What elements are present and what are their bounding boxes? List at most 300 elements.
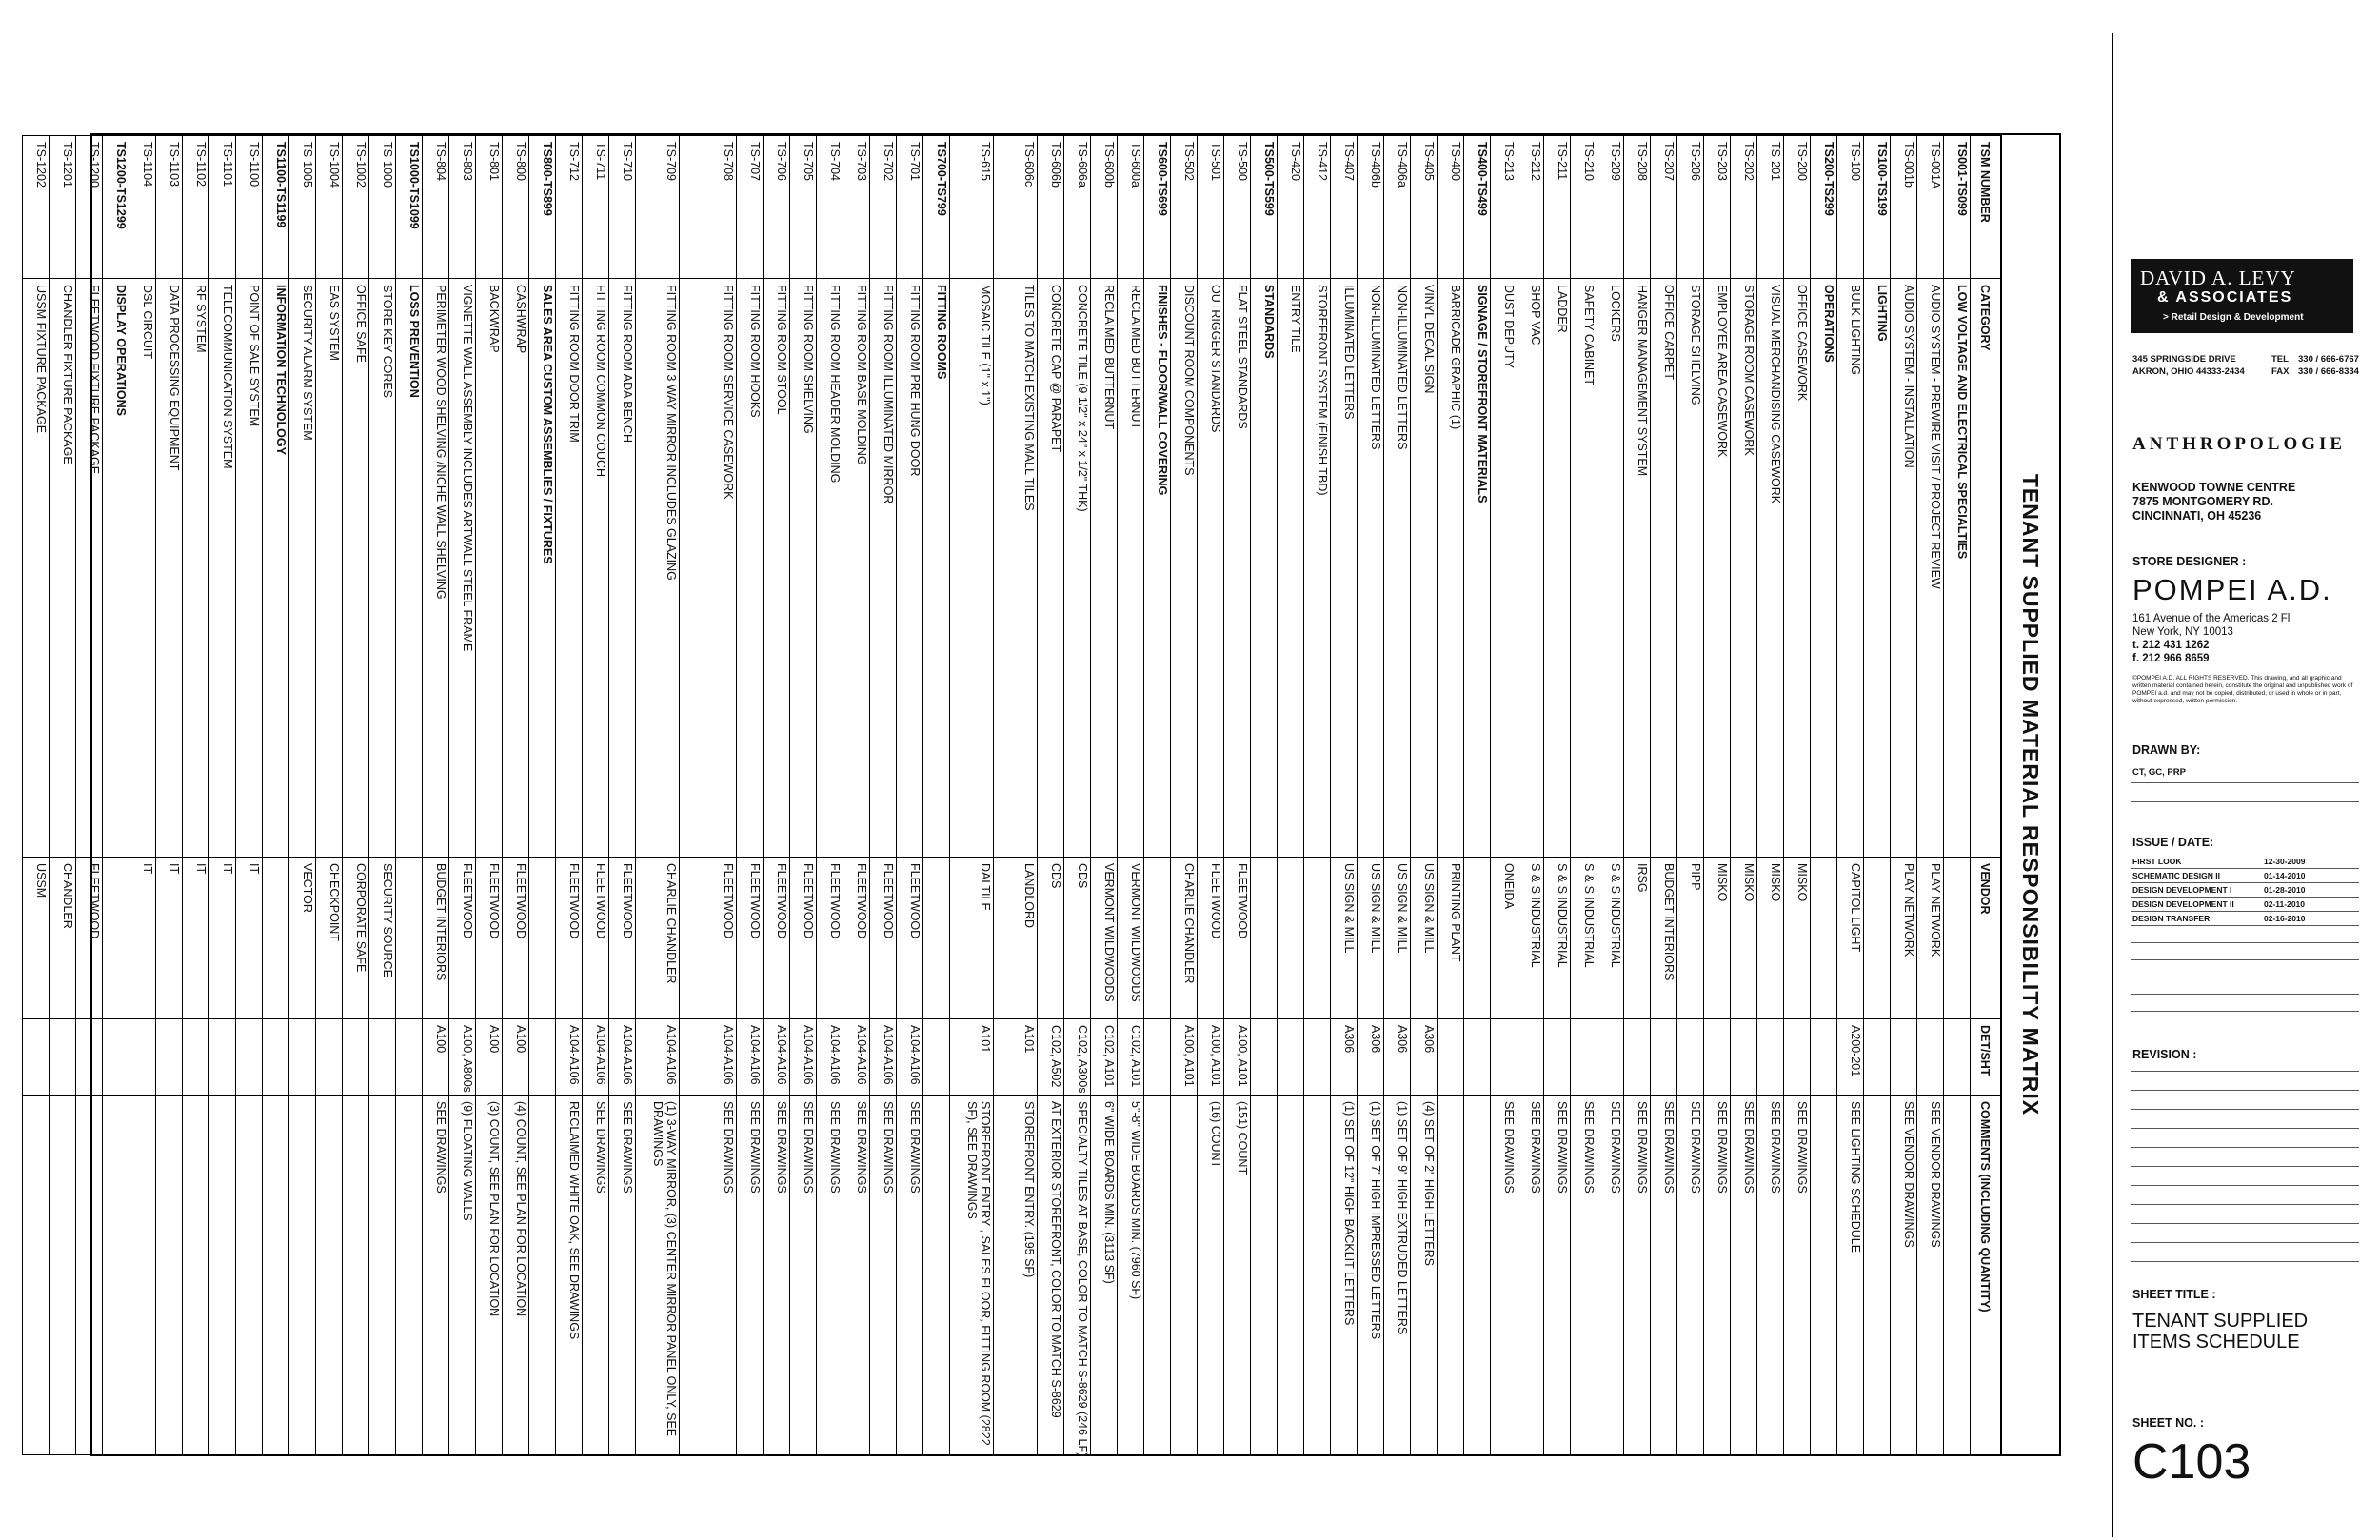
category-cell: AUDIO SYSTEM - INSTALLATION xyxy=(1891,279,1917,858)
det-sht-cell xyxy=(1251,1019,1278,1096)
vendor-cell xyxy=(1251,858,1278,1019)
det-sht-cell: A306 xyxy=(1331,1019,1358,1096)
schedule-table-frame xyxy=(34,133,2061,1457)
tsm-number-cell: TS-800 xyxy=(503,136,529,279)
comments-cell: (1) SET OF 12" HIGH BACKLIT LETTERS xyxy=(1331,1096,1358,1455)
title-block xyxy=(2121,0,2380,1540)
divider-line xyxy=(2131,1071,2359,1072)
vendor-cell: FLEETWOOD xyxy=(1198,858,1224,1019)
table-row xyxy=(449,136,476,1455)
vendor-cell: FLEETWOOD xyxy=(843,858,870,1019)
comments-cell xyxy=(396,1096,423,1455)
issue-date: 01-28-2010 xyxy=(2264,885,2306,895)
comments-cell: STOREFRONT ENTRY. (195 SF) xyxy=(994,1096,1038,1455)
vendor-cell: VERMONT WILDWOODS xyxy=(1091,858,1118,1019)
category-cell: FITTING ROOM 3 WAY MIRROR INCLUDES GLAZING xyxy=(636,279,680,858)
vendor-cell: FLEETWOOD xyxy=(817,858,843,1019)
issue-name: DESIGN DEVELOPMENT I xyxy=(2132,885,2232,895)
tsm-number-cell: TS-207 xyxy=(1651,136,1677,279)
det-sht-cell: A104-A106 xyxy=(843,1019,870,1096)
vendor-cell: FLEETWOOD xyxy=(476,858,503,1019)
table-row xyxy=(1651,136,1677,1455)
divider-line xyxy=(2131,897,2359,898)
comments-cell: SEE DRAWINGS xyxy=(737,1096,764,1455)
firm-tel-label: TEL xyxy=(2271,354,2289,365)
comments-cell: SEE DRAWINGS xyxy=(1757,1096,1784,1455)
vendor-cell xyxy=(1464,858,1491,1019)
det-sht-cell xyxy=(1144,1019,1171,1096)
vendor-cell: IT xyxy=(209,858,236,1019)
det-sht-cell: A306 xyxy=(1358,1019,1384,1096)
table-row xyxy=(129,136,156,1455)
table-group-row xyxy=(1864,136,1891,1455)
table-row xyxy=(1224,136,1251,1455)
comments-cell xyxy=(1171,1096,1198,1455)
det-sht-cell xyxy=(1517,1019,1544,1096)
tsm-number-cell: TS400-TS499 xyxy=(1464,136,1491,279)
comments-cell: (151) COUNT xyxy=(1224,1096,1251,1455)
det-sht-cell: A100, A101 xyxy=(1198,1019,1224,1096)
issue-date: 01-14-2010 xyxy=(2264,871,2306,880)
det-sht-cell: A100 xyxy=(423,1019,449,1096)
category-cell: STORAGE ROOM CASEWORK xyxy=(1731,279,1757,858)
category-cell: OPERATIONS xyxy=(1811,279,1837,858)
tsm-number-cell: TS-705 xyxy=(790,136,817,279)
firm-logo-name-2: & ASSOCIATES xyxy=(2157,289,2293,306)
category-cell: DISPLAY OPERATIONS xyxy=(103,279,129,858)
det-sht-cell: A200-201 xyxy=(1837,1019,1864,1096)
category-cell: STORE KEY CORES xyxy=(369,279,396,858)
det-sht-cell xyxy=(183,1019,209,1096)
store-designer-address xyxy=(2132,612,2290,665)
category-cell: FITTING ROOM SERVICE CASEWORK xyxy=(680,279,737,858)
divider-line xyxy=(2131,942,2359,943)
category-cell: RECLAIMED BUTTERNUT xyxy=(1091,279,1118,858)
comments-cell xyxy=(263,1096,289,1455)
vendor-cell: US SIGN & MILL xyxy=(1331,858,1358,1019)
comments-cell xyxy=(1811,1096,1837,1455)
table-row xyxy=(343,136,369,1455)
comments-cell: SEE DRAWINGS xyxy=(1544,1096,1571,1455)
det-sht-cell: C102, A101 xyxy=(1091,1019,1118,1096)
det-sht-cell xyxy=(923,1019,950,1096)
firm-fax-label: FAX xyxy=(2271,366,2290,377)
table-row xyxy=(609,136,636,1455)
det-sht-cell xyxy=(316,1019,343,1096)
comments-cell xyxy=(289,1096,316,1455)
divider-line xyxy=(2131,782,2359,783)
table-row xyxy=(950,136,994,1455)
table-row xyxy=(1597,136,1624,1455)
category-cell: TILES TO MATCH EXISTING MALL TILES xyxy=(994,279,1038,858)
tsm-number-cell: TS-501 xyxy=(1198,136,1224,279)
comments-cell xyxy=(1438,1096,1464,1455)
comments-cell: AT EXTERIOR STOREFRONT, COLOR TO MATCH S-8629 xyxy=(1038,1096,1064,1455)
det-sht-cell: A100, A101 xyxy=(1224,1019,1251,1096)
table-row xyxy=(1544,136,1571,1455)
table-row xyxy=(897,136,923,1455)
firm-tel: 330 / 666-6767 xyxy=(2298,354,2359,365)
det-sht-cell xyxy=(1917,1019,1944,1096)
comments-cell: (9) FLOATING WALLS xyxy=(449,1096,476,1455)
tsm-number-cell: TS-801 xyxy=(476,136,503,279)
vendor-cell: CDS xyxy=(1064,858,1091,1019)
table-group-row xyxy=(1811,136,1837,1455)
comments-cell xyxy=(1304,1096,1331,1455)
category-cell: BARRICADE GRAPHIC (1) xyxy=(1438,279,1464,858)
comments-cell: SEE DRAWINGS xyxy=(843,1096,870,1455)
category-cell: LADDER xyxy=(1544,279,1571,858)
det-sht-cell: A104-A106 xyxy=(556,1019,583,1096)
category-cell: SAFETY CABINET xyxy=(1571,279,1597,858)
category-cell: AUDIO SYSTEM - PREWIRE VISIT / PROJECT REVIEW xyxy=(1917,279,1944,858)
category-cell: LIGHTING xyxy=(1864,279,1891,858)
tsm-number-cell: TS-400 xyxy=(1438,136,1464,279)
vendor-cell: USSM xyxy=(23,858,50,1019)
vendor-cell: CORPORATE SAFE xyxy=(343,858,369,1019)
category-cell: PERIMETER WOOD SHELVING /NICHE WALL SHELVING xyxy=(423,279,449,858)
tsm-number-cell: TS-1100 xyxy=(236,136,263,279)
tsm-number-cell: TS-1005 xyxy=(289,136,316,279)
category-cell: VIGNETTE WALL ASSEMBLY INCLUDES ARTWALL STEEL FRAME xyxy=(449,279,476,858)
firm-logo xyxy=(2131,259,2353,333)
firm-address-1: 345 SPRINGSIDE DRIVE xyxy=(2132,354,2236,365)
divider-line xyxy=(2131,1090,2359,1091)
comments-cell: SEE DRAWINGS xyxy=(1624,1096,1651,1455)
store-designer-label: STORE DESIGNER : xyxy=(2132,555,2247,568)
table-row xyxy=(1171,136,1198,1455)
table-group-row xyxy=(1251,136,1278,1455)
tsm-number-cell: TS100-TS199 xyxy=(1864,136,1891,279)
comments-cell: (4) COUNT, SEE PLAN FOR LOCATION xyxy=(503,1096,529,1455)
tsm-number-cell: TS-202 xyxy=(1731,136,1757,279)
vendor-cell: FLEETWOOD xyxy=(583,858,609,1019)
category-cell: LOW VOLTAGE AND ELECTRICAL SPECIALTIES xyxy=(1944,279,1971,858)
tsm-number-cell: TS-703 xyxy=(843,136,870,279)
comments-cell xyxy=(103,1096,129,1455)
vendor-cell: VERMONT WILDWOODS xyxy=(1118,858,1144,1019)
comments-cell: SEE DRAWINGS xyxy=(1597,1096,1624,1455)
tsm-number-cell: TS-704 xyxy=(817,136,843,279)
tsm-number-cell: TS-209 xyxy=(1597,136,1624,279)
det-sht-cell xyxy=(1304,1019,1331,1096)
issue-date-label: ISSUE / DATE: xyxy=(2132,836,2214,849)
comments-cell: SEE DRAWINGS xyxy=(423,1096,449,1455)
category-cell: DISCOUNT ROOM COMPONENTS xyxy=(1171,279,1198,858)
vendor-cell: US SIGN & MILL xyxy=(1411,858,1438,1019)
tsm-number-cell: TS1200-TS1299 xyxy=(103,136,129,279)
category-cell: HANGER MANAGEMENT SYSTEM xyxy=(1624,279,1651,858)
det-sht-cell xyxy=(1704,1019,1731,1096)
det-sht-cell xyxy=(1677,1019,1704,1096)
det-sht-cell: A104-A106 xyxy=(583,1019,609,1096)
tsm-number-cell: TS-606c xyxy=(994,136,1038,279)
comments-cell: 5"-8" WIDE BOARDS MIN. (7960 SF) xyxy=(1118,1096,1144,1455)
table-row xyxy=(556,136,583,1455)
table-row xyxy=(790,136,817,1455)
vendor-cell: CHECKPOINT xyxy=(316,858,343,1019)
det-sht-cell xyxy=(1571,1019,1597,1096)
table-group-row xyxy=(1464,136,1491,1455)
category-cell: ILLUMINATED LETTERS xyxy=(1331,279,1358,858)
det-sht-cell: A104-A106 xyxy=(737,1019,764,1096)
comments-cell: SEE DRAWINGS xyxy=(1517,1096,1544,1455)
category-cell: VISUAL MERCHANDISING CASEWORK xyxy=(1757,279,1784,858)
tsm-number-cell: TS-200 xyxy=(1784,136,1811,279)
vendor-cell: PRINTING PLANT xyxy=(1438,858,1464,1019)
det-sht-cell xyxy=(1464,1019,1491,1096)
det-sht-cell xyxy=(1651,1019,1677,1096)
comments-cell xyxy=(316,1096,343,1455)
divider-line xyxy=(2131,925,2359,926)
vendor-cell: FLEETWOOD xyxy=(764,858,790,1019)
vendor-cell: FLEETWOOD xyxy=(870,858,897,1019)
category-cell: FINISHES - FLOOR/WALL COVERING xyxy=(1144,279,1171,858)
comments-cell xyxy=(1464,1096,1491,1455)
tsm-number-cell: TS-1201 xyxy=(50,136,76,279)
table-row xyxy=(183,136,209,1455)
comments-cell xyxy=(1251,1096,1278,1455)
vendor-cell: FLEETWOOD xyxy=(897,858,923,1019)
vendor-cell: MISKO xyxy=(1731,858,1757,1019)
tsm-number-cell: TS-600b xyxy=(1091,136,1118,279)
tsm-number-cell: TS700-TS799 xyxy=(923,136,950,279)
tsm-number-cell: TS-709 xyxy=(636,136,680,279)
tsm-number-cell: TS-706 xyxy=(764,136,790,279)
det-sht-cell: A104-A106 xyxy=(680,1019,737,1096)
tsm-number-cell: TS-1102 xyxy=(183,136,209,279)
table-group-row xyxy=(1944,136,1971,1455)
vendor-cell: IT xyxy=(129,858,156,1019)
divider-line xyxy=(2131,882,2359,883)
table-row xyxy=(870,136,897,1455)
table-group-row xyxy=(529,136,556,1455)
tsm-number-cell: TS-1200 xyxy=(76,136,103,279)
vendor-cell: IT xyxy=(236,858,263,1019)
det-sht-cell xyxy=(1891,1019,1917,1096)
table-row xyxy=(1491,136,1517,1455)
table-row xyxy=(1278,136,1304,1455)
comments-cell: SEE DRAWINGS xyxy=(1731,1096,1757,1455)
tsm-number-cell: TS-702 xyxy=(870,136,897,279)
tsm-number-cell: TS-606a xyxy=(1064,136,1091,279)
header-det-sht: DET/SHT xyxy=(1971,1019,2001,1096)
vendor-cell xyxy=(1864,858,1891,1019)
designer-tel: t. 212 431 1262 xyxy=(2132,640,2210,651)
table-row xyxy=(1384,136,1411,1455)
tsm-number-cell: TS-1101 xyxy=(209,136,236,279)
table-row xyxy=(369,136,396,1455)
category-cell: STANDARDS xyxy=(1251,279,1278,858)
det-sht-cell: A104-A106 xyxy=(817,1019,843,1096)
category-cell: STORAGE SHELVING xyxy=(1677,279,1704,858)
category-cell: FLAT STEEL STANDARDS xyxy=(1224,279,1251,858)
comments-cell: STOREFRONT ENTRY , SALES FLOOR, FITTING ROOM (2822 SF), SEE DRAWINGS xyxy=(950,1096,994,1455)
title-block-divider xyxy=(2112,33,2113,1537)
table-row xyxy=(1064,136,1091,1455)
vendor-cell: S & S INDUSTRIAL xyxy=(1544,858,1571,1019)
vendor-cell: US SIGN & MILL xyxy=(1358,858,1384,1019)
issue-date: 12-30-2009 xyxy=(2264,857,2306,866)
comments-cell xyxy=(183,1096,209,1455)
tsm-number-cell: TS500-TS599 xyxy=(1251,136,1278,279)
table-row xyxy=(236,136,263,1455)
table-row xyxy=(1091,136,1118,1455)
vendor-cell: FLEETWOOD xyxy=(449,858,476,1019)
table-group-row xyxy=(923,136,950,1455)
category-cell: SIGNAGE / STOREFRONT MATERIALS xyxy=(1464,279,1491,858)
client-brand-logo: ANTHROPOLOGIE xyxy=(2132,434,2347,454)
sheet-title-line-2: ITEMS SCHEDULE xyxy=(2132,1332,2300,1352)
tsm-number-cell: TS-406a xyxy=(1384,136,1411,279)
firm-address-2: AKRON, OHIO 44333-2434 xyxy=(2132,366,2245,377)
table-row xyxy=(1704,136,1731,1455)
det-sht-cell xyxy=(1864,1019,1891,1096)
table-group-row xyxy=(263,136,289,1455)
tsm-number-cell: TS-1000 xyxy=(369,136,396,279)
table-row xyxy=(994,136,1038,1455)
det-sht-cell: A100 xyxy=(503,1019,529,1096)
issue-name: DESIGN DEVELOPMENT II xyxy=(2132,899,2234,909)
vendor-cell xyxy=(1278,858,1304,1019)
designer-fax: f. 212 966 8659 xyxy=(2132,653,2210,664)
vendor-cell: DALTILE xyxy=(950,858,994,1019)
table-row xyxy=(50,136,76,1455)
tsm-number-cell: TS-500 xyxy=(1224,136,1251,279)
vendor-cell xyxy=(396,858,423,1019)
divider-line xyxy=(2131,801,2359,802)
comments-cell: SEE DRAWINGS xyxy=(1651,1096,1677,1455)
tsm-number-cell: TS-208 xyxy=(1624,136,1651,279)
tsm-number-cell: TS-201 xyxy=(1757,136,1784,279)
divider-line xyxy=(2131,1223,2359,1224)
table-row xyxy=(764,136,790,1455)
divider-line xyxy=(2131,1242,2359,1243)
vendor-cell: FLEETWOOD xyxy=(680,858,737,1019)
det-sht-cell xyxy=(1944,1019,1971,1096)
category-cell: FITTING ROOM HEADER MOLDING xyxy=(817,279,843,858)
category-cell: OFFICE SAFE xyxy=(343,279,369,858)
sheet-title-line-1: TENANT SUPPLIED xyxy=(2132,1311,2309,1332)
divider-line xyxy=(2131,911,2359,912)
det-sht-cell xyxy=(1811,1019,1837,1096)
table-row xyxy=(316,136,343,1455)
comments-cell: SEE DRAWINGS xyxy=(1784,1096,1811,1455)
tsm-number-cell: TS600-TS699 xyxy=(1144,136,1171,279)
tsm-number-cell: TS-615 xyxy=(950,136,994,279)
tsm-number-cell: TS-1202 xyxy=(23,136,50,279)
tsm-number-cell: TS1000-TS1099 xyxy=(396,136,423,279)
table-row xyxy=(1304,136,1331,1455)
vendor-cell xyxy=(923,858,950,1019)
designer-address-line-2: New York, NY 10013 xyxy=(2132,626,2233,638)
comments-cell xyxy=(23,1096,50,1455)
table-row xyxy=(1757,136,1784,1455)
tsm-number-cell: TS-001A xyxy=(1917,136,1944,279)
vendor-cell: FLEETWOOD xyxy=(503,858,529,1019)
firm-logo-name: DAVID A. LEVY xyxy=(2140,267,2296,289)
category-cell: DUST DEPUTY xyxy=(1491,279,1517,858)
category-cell: EMPLOYEE AREA CASEWORK xyxy=(1704,279,1731,858)
firm-fax: 330 / 666-8334 xyxy=(2298,366,2359,377)
comments-cell: SEE DRAWINGS xyxy=(790,1096,817,1455)
table-row xyxy=(1118,136,1144,1455)
comments-cell: (1) 3-WAY MIRROR, (3) CENTER MIRROR PANEL ONLY, SEE DRAWINGS xyxy=(636,1096,680,1455)
vendor-cell: FLEETWOOD xyxy=(609,858,636,1019)
schedule-table-rotated xyxy=(34,135,2059,1457)
copyright-notice: ©POMPEI A.D. ALL RIGHTS RESERVED. This drawing, and all graphic and written material contained herein, constitute the original and unpublished work of POMPEI a.d. and may not be copied, distributed, or used in whole or in part, without expressed, written permission. xyxy=(2132,675,2353,704)
table-row xyxy=(209,136,236,1455)
tsm-number-cell: TS-502 xyxy=(1171,136,1198,279)
category-cell: SECURITY ALARM SYSTEM xyxy=(289,279,316,858)
table-row xyxy=(1784,136,1811,1455)
det-sht-cell xyxy=(50,1019,76,1096)
category-cell: OUTRIGGER STANDARDS xyxy=(1198,279,1224,858)
vendor-cell: VECTOR xyxy=(289,858,316,1019)
vendor-cell xyxy=(1811,858,1837,1019)
det-sht-cell: A104-A106 xyxy=(609,1019,636,1096)
comments-cell xyxy=(76,1096,103,1455)
issue-date: 02-16-2010 xyxy=(2264,914,2306,923)
tsm-number-cell: TS-1103 xyxy=(156,136,183,279)
table-row xyxy=(1731,136,1757,1455)
drawn-by-label: DRAWN BY: xyxy=(2132,743,2201,757)
issue-date: 02-11-2010 xyxy=(2264,899,2306,909)
category-cell: FITTING ROOM COMMON COUCH xyxy=(583,279,609,858)
det-sht-cell: C102, A502 xyxy=(1038,1019,1064,1096)
tsm-number-cell: TS-712 xyxy=(556,136,583,279)
table-row xyxy=(1411,136,1438,1455)
table-row xyxy=(1917,136,1944,1455)
category-cell: SALES AREA CUSTOM ASSEMBLIES / FIXTURES xyxy=(529,279,556,858)
sheet-number-label: SHEET NO. : xyxy=(2132,1416,2205,1430)
category-cell: MOSAIC TILE (1" x 1") xyxy=(950,279,994,858)
table-row xyxy=(1571,136,1597,1455)
table-row xyxy=(737,136,764,1455)
tsm-number-cell: TS-1002 xyxy=(343,136,369,279)
category-cell: CONCRETE TILE (9 1/2" x 24" x 1/2" THK) xyxy=(1064,279,1091,858)
header-comments: COMMENTS (INCLUDING QUANTITY) xyxy=(1971,1096,2001,1455)
comments-cell xyxy=(1278,1096,1304,1455)
tsm-number-cell: TS200-TS299 xyxy=(1811,136,1837,279)
det-sht-cell xyxy=(1597,1019,1624,1096)
vendor-cell: S & S INDUSTRIAL xyxy=(1517,858,1544,1019)
header-vendor: VENDOR xyxy=(1971,858,2001,1019)
table-group-row xyxy=(396,136,423,1455)
tsm-number-cell: TS-210 xyxy=(1571,136,1597,279)
category-cell: FITTING ROOM STOOL xyxy=(764,279,790,858)
vendor-cell: CAPITOL LIGHT xyxy=(1837,858,1864,1019)
category-cell: TELECOMMUNICATION SYSTEM xyxy=(209,279,236,858)
comments-cell: SEE DRAWINGS xyxy=(870,1096,897,1455)
vendor-cell: LANDLORD xyxy=(994,858,1038,1019)
vendor-cell: FLEETWOOD xyxy=(1224,858,1251,1019)
category-cell: FITTING ROOMS xyxy=(923,279,950,858)
tsm-number-cell: TS-206 xyxy=(1677,136,1704,279)
comments-cell: SEE DRAWINGS xyxy=(817,1096,843,1455)
tsm-number-cell: TS-407 xyxy=(1331,136,1358,279)
comments-cell: 6" WIDE BOARDS MIN. (3113 SF) xyxy=(1091,1096,1118,1455)
det-sht-cell: A101 xyxy=(994,1019,1038,1096)
det-sht-cell xyxy=(343,1019,369,1096)
divider-line xyxy=(2131,1261,2359,1262)
table-row xyxy=(1891,136,1917,1455)
category-cell: LOCKERS xyxy=(1597,279,1624,858)
comments-cell: SEE VENDOR DRAWINGS xyxy=(1891,1096,1917,1455)
det-sht-cell: A100 xyxy=(476,1019,503,1096)
det-sht-cell: A104-A106 xyxy=(636,1019,680,1096)
comments-cell: SPECIALTY TILES AT BASE, COLOR TO MATCH S-8629 (246 LF) xyxy=(1064,1096,1091,1455)
